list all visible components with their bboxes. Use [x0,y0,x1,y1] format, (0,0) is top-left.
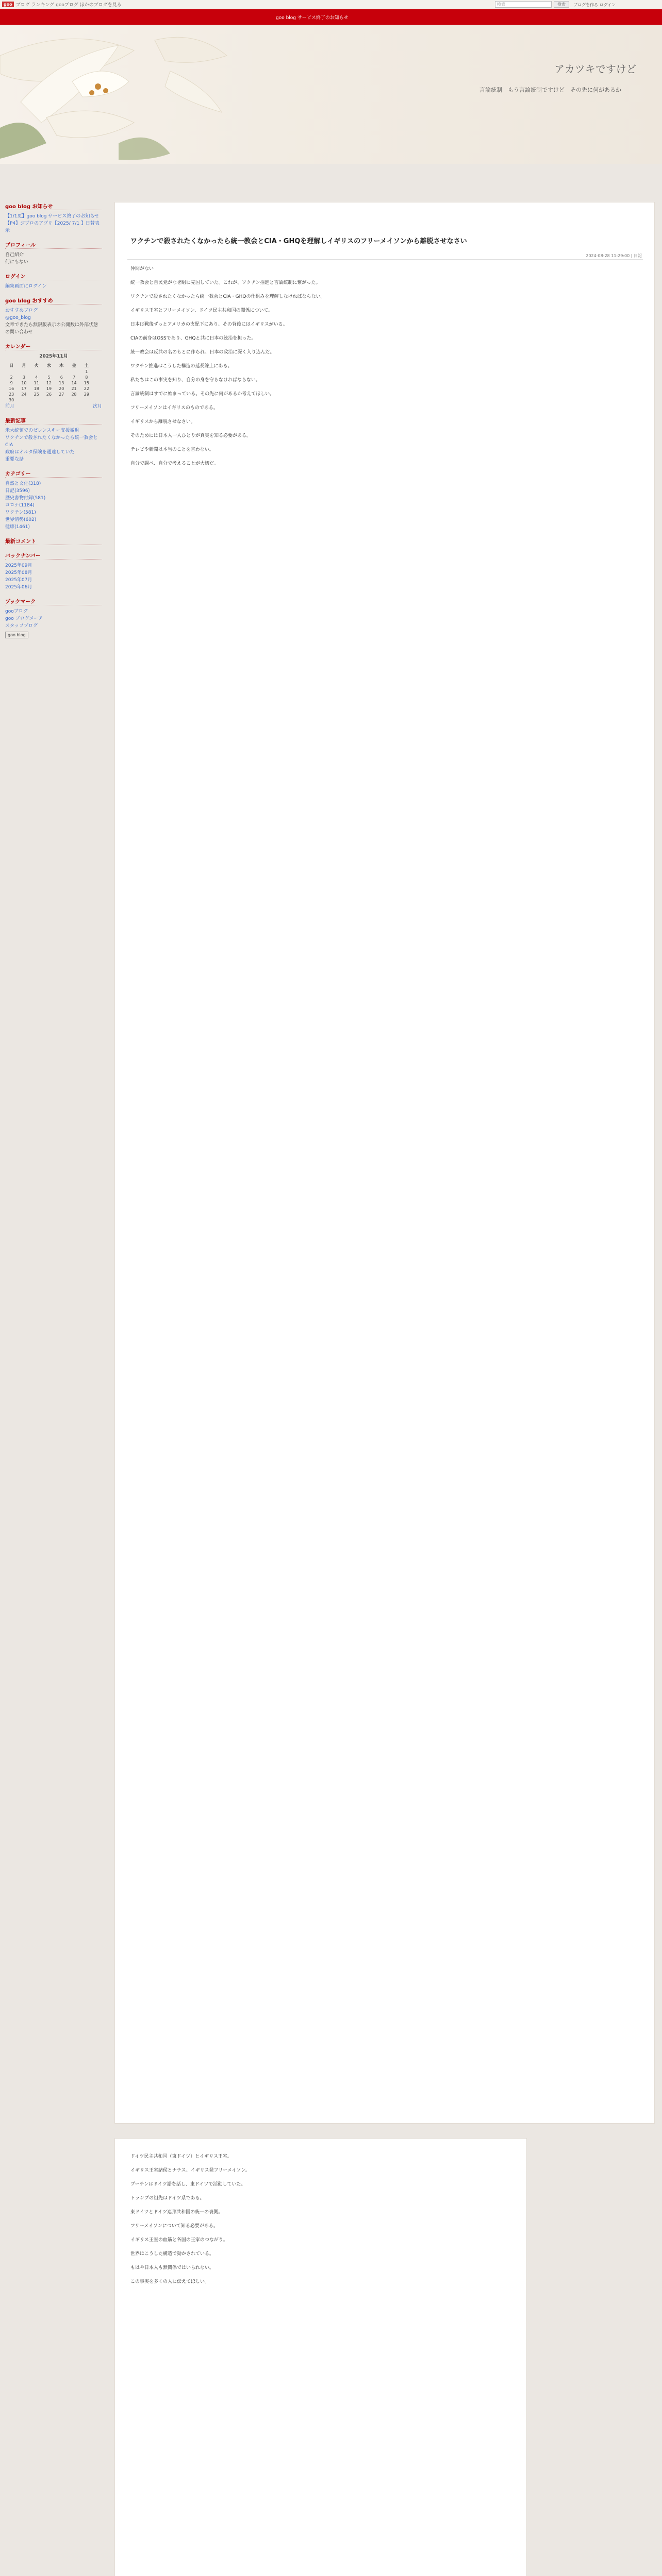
category-link[interactable]: ワクチン(581) [5,510,36,515]
calendar-day[interactable]: 9 [10,381,13,385]
calendar-day[interactable]: 21 [71,386,77,391]
calendar-day[interactable]: 6 [60,375,63,380]
article-paragraph: この事実を多くの人に伝えてほしい。 [130,2279,210,2284]
sidebar-link[interactable]: 【P4】ジプロのアプリ【2025/ 7/1 】日替表示 [5,221,100,233]
article-paragraph: イギリスから離脱させなさい。 [130,419,195,425]
calendar-weekday: 月 [22,363,26,368]
backnumber-heading: バックナンバー [5,551,102,560]
backnumber-link[interactable]: 2025年07月 [5,578,32,583]
article-paragraph: 自分で調べ、自分で考えることが大切だ。 [130,461,219,466]
calendar-day[interactable]: 22 [84,386,89,391]
calendar-day[interactable]: 19 [46,386,52,391]
category-link[interactable]: 世界情勢(602) [5,517,37,522]
top-toolbar [0,0,662,9]
recent-post-link[interactable]: ワクチンで殺されたくなかったら統一教会とCIA [5,435,98,448]
article-paragraph: プーチンはドイツ語を話し、東ドイツで活動していた。 [130,2182,246,2187]
calendar-day[interactable]: 8 [85,375,88,380]
bookmark-link[interactable]: goo ブログメーア [5,616,43,621]
comment-heading: 最新コメント [5,537,102,545]
category-heading: カテゴリー [5,469,102,478]
calendar-prev[interactable]: 前月 [5,404,15,409]
article-paragraph: イギリス王室諸侯とナチス、イギリス発フリーメイソン。 [130,2168,250,2173]
bookmark-link[interactable]: gooブログ [5,609,28,614]
top-links[interactable]: ブログ ランキング gooブログ ほかのブログを見る [15,3,122,8]
category-link[interactable]: 健康(1461) [5,524,30,530]
calendar-day [18,369,30,375]
calendar-day[interactable]: 1 [85,369,88,374]
search-button[interactable]: 検索 [554,1,569,8]
calendar-day[interactable]: 23 [9,392,14,397]
article-title[interactable]: ワクチンで殺されたくなかったら統一教会とCIA・GHQを理解しイギリスのフリーメイソンから離脱させなさい [130,238,467,245]
calendar-day[interactable]: 5 [47,375,51,380]
calendar-day[interactable]: 25 [34,392,39,397]
notice-bar [0,9,662,25]
article-paragraph: フリーメイソンはイギリスのものである。 [130,405,218,411]
article-paragraph: そのためには日本人一人ひとりが真実を知る必要がある。 [130,433,252,438]
calendar-day[interactable]: 12 [46,381,52,385]
article-paragraph: ドイツ民主共和国（東ドイツ）とイギリス王室。 [130,2154,232,2159]
search-input[interactable]: 検索 [495,1,552,8]
blog-header [0,25,662,164]
recommend-link[interactable]: おすすめブログ [5,308,38,313]
article-continued [114,2138,527,2576]
recent-post-link[interactable]: 米大統領でのゼレンスキー支援撤退 [5,428,79,433]
article-paragraph: 統一教会と自民党がなぜ組に売国していた。これが、ワクチン推進と言論統制に繋がった。 [130,280,321,285]
calendar-day[interactable]: 2 [10,375,13,380]
calendar-day[interactable]: 29 [84,392,89,397]
calendar-day[interactable]: 27 [59,392,64,397]
calendar-day[interactable]: 4 [35,375,38,380]
calendar-day[interactable]: 30 [9,398,14,402]
calendar-weekday: 木 [59,363,64,368]
recent-heading: 最新記事 [5,416,102,425]
article-paragraph: 世界はこうした構造で動かされている。 [130,2251,214,2257]
calendar-month: 2025年11月 [39,354,68,359]
article-paragraph: 私たちはこの事実を知り、自分の身を守らなければならない。 [130,378,261,383]
calendar-day [68,397,80,403]
calendar-day [30,369,43,375]
profile-line: 自己紹介 [5,252,24,258]
calendar-day[interactable]: 15 [84,381,89,385]
category-link[interactable]: 日記(3596) [5,488,30,494]
goo-logo[interactable]: goo [2,2,14,7]
calendar-weekday: 土 [84,363,89,368]
backnumber-link[interactable]: 2025年09月 [5,563,32,568]
calendar-day [55,369,68,375]
backnumber-link[interactable]: 2025年06月 [5,585,32,590]
article-paragraph: 東ドイツとドイツ連邦共和国の統一の裏側。 [130,2210,223,2215]
article [114,202,655,2124]
category-link[interactable]: 自然と文化(318) [5,481,41,486]
calendar-day[interactable]: 7 [73,375,76,380]
article-paragraph: CIAの前身はOSSであり、GHQと共に日本の統治を担った。 [130,336,256,341]
calendar-day[interactable]: 16 [9,386,14,391]
calendar-day[interactable]: 26 [46,392,52,397]
article-paragraph: ワクチン推進はこうした構造の延長線上にある。 [130,364,233,369]
article-paragraph: イギリス王室とフリーメイソン、ドイツ民主共和国の関係について。 [130,308,273,313]
twitter-link[interactable]: @goo_blog [5,315,31,320]
calendar-heading: カレンダー [5,342,102,350]
calendar-day[interactable]: 20 [59,386,64,391]
calendar-day [5,369,18,375]
article-paragraph: イギリス王室の血筋と各国の王家のつながり。 [130,2238,228,2243]
bookmark-heading: ブックマーク [5,597,102,605]
calendar-day[interactable]: 18 [34,386,39,391]
article-paragraph: フリーメイソンについて知る必要がある。 [130,2224,218,2229]
sidebar-heading: goo blog おすすめ [5,296,102,304]
article-date: 2024-08-28 11:29:00 | 日記 [586,253,642,258]
calendar-day [30,397,43,403]
blog-description: 言論統制 もう言論統制ですけど その先に何があるか [479,87,621,93]
calendar-day [55,397,68,403]
category-link[interactable]: コロナ(1184) [5,503,35,508]
calendar-weekday: 日 [9,363,14,368]
article-paragraph: 統一教会は反共の名のもとに作られ、日本の政治に深く入り込んだ。 [130,350,275,355]
category-link[interactable]: 歴史書物付録(581) [5,496,46,501]
calendar-day[interactable]: 24 [21,392,27,397]
article-paragraph: トランプの祖先はドイツ系である。 [130,2196,205,2201]
calendar-weekday: 水 [46,363,51,368]
calendar-weekday: 火 [34,363,39,368]
calendar-day [43,397,55,403]
account-links[interactable]: ブログを作る ログイン [573,3,616,7]
calendar-day[interactable]: 11 [34,381,39,385]
recent-post-link[interactable]: 政府はオルタ保険を通達していた [5,450,75,455]
article-paragraph: ワクチンで殺されたくなかったら統一教会とCIA・GHQの仕組みを理解しなければならない。 [130,294,325,299]
sidebar-link[interactable]: 【1/1更】goo blog サービス終了のお知らせ [5,214,100,219]
login-link[interactable]: 編集画面にログイン [5,284,47,289]
article-paragraph: 言論統制はすでに始まっている。その先に何があるか考えてほしい。 [130,392,275,397]
calendar-weekday: 金 [72,363,76,368]
article-paragraph: テレビや新聞は本当のことを言わない。 [130,447,214,452]
article-body [130,265,491,474]
profile-line: 何にもない [5,260,29,265]
article-paragraph: 日本は戦後ずっとアメリカの支配下にあり、その背後にはイギリスがいる。 [130,322,288,327]
calendar-day [18,397,30,403]
bookmark-link[interactable]: スタッフブログ [5,623,38,629]
recent-post-link[interactable]: 重要な話 [5,457,24,462]
calendar-day [80,397,93,403]
sidebar-heading: goo blog お知らせ [5,202,102,210]
service-end-notice[interactable]: goo blog サービス終了のお知らせ [276,15,349,21]
calendar-day [43,369,55,375]
calendar [5,362,93,403]
lily-flower-image [0,25,289,164]
sidebar-heading: プロフィール [5,241,102,249]
calendar-next[interactable]: 次月 [92,404,102,409]
blog-title[interactable]: アカツキですけど [554,63,637,75]
article-paragraph: 仲間がない [130,266,154,272]
divider [127,259,643,260]
calendar-day[interactable]: 10 [21,381,27,385]
goo-blog-badge[interactable]: goo blog [5,632,28,638]
calendar-day [68,369,80,375]
sidebar [5,196,102,638]
calendar-day[interactable]: 17 [21,386,27,391]
backnumber-link[interactable]: 2025年08月 [5,570,32,575]
calendar-day[interactable]: 3 [22,375,25,380]
article-paragraph: もはや日本人も無関係ではいられない。 [130,2265,214,2270]
sidebar-heading: ログイン [5,272,102,280]
calendar-day[interactable]: 14 [71,381,77,385]
calendar-day[interactable]: 28 [71,392,77,397]
calendar-day[interactable]: 13 [59,381,64,385]
article-body-continued [130,2153,491,2292]
sidebar-note: 文章できたら無限版表示の公開数は外部状態の問い合わせ [5,323,98,335]
